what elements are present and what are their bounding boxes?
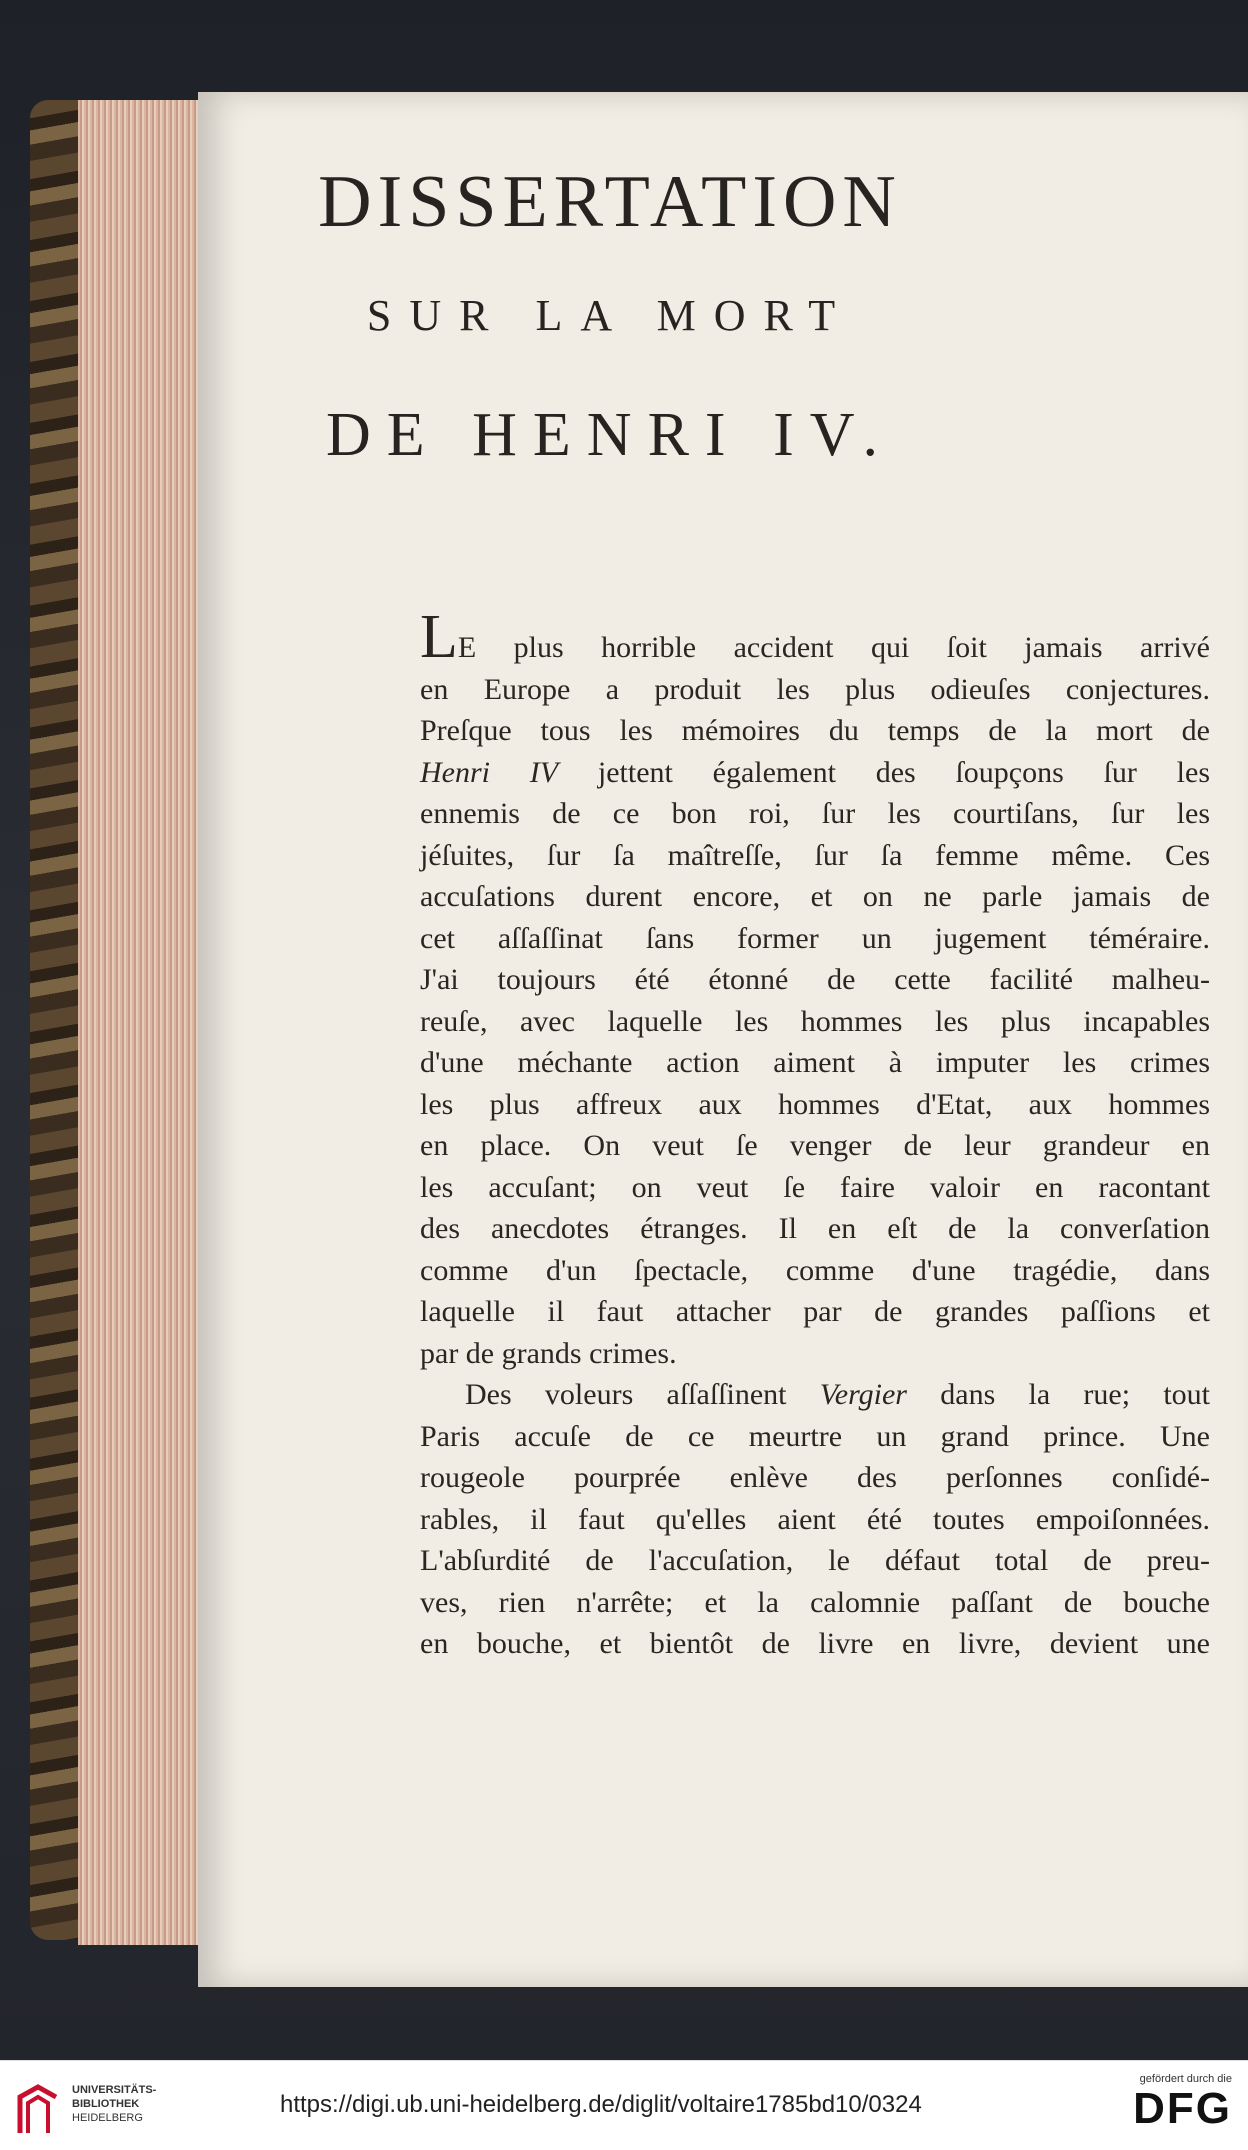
text-line: LE plus horrible accident qui ſoit jamais arrivé [420,603,1210,671]
drop-cap: L [420,603,458,671]
text-line: comme d'un ſpectacle, comme d'une tragédie, dans [420,1253,1210,1287]
page-edges [78,100,206,1945]
title-line-1: DISSERTATION [318,161,902,243]
text-line: J'ai toujours été étonné de cette facilité malheu- [420,963,1210,996]
text-line: ves, rien n'arrête; et la calomnie paſſant de bouche [420,1585,1210,1619]
text-line: par de grands crimes. [420,1336,677,1370]
text-line: d'une méchante action aiment à imputer les crimes [420,1046,1210,1079]
text-line: en Europe a produit les plus odieuſes conjectures. [420,672,1210,706]
italic-name: Henri IV [420,755,559,789]
text-line: Henri IV jettent également des ſoupçons ſur les [420,755,1211,789]
text-line: jéſuites, ſur ſa maîtreſſe, ſur ſa femme même. Ces [420,838,1210,872]
text-line: Paris accuſe de ce meurtre un grand prince. Une [420,1419,1210,1453]
text-line: rougeole pourprée enlève des perſonnes conſidé- [420,1461,1210,1494]
text-line: cet aſſaſſinat ſans former un jugement téméraire. [420,921,1210,955]
text-line: reuſe, avec laquelle les hommes les plus incapables [420,1004,1210,1038]
text-line: L'abſurdité de l'accuſation, le défaut total de preu- [420,1544,1210,1577]
text-line: Preſque tous les mémoires du temps de la mort de [420,714,1210,747]
text-line: accuſations durent encore, et on ne parle jamais de [420,880,1210,913]
institution-name[interactable]: UNIVERSITÄTS- BIBLIOTHEK HEIDELBERG [72,2084,157,2124]
text-line: Des voleurs aſſaſſinent Vergier dans la rue; tout [465,1378,1211,1411]
text-line: les accuſant; on veut ſe faire valoir en racontant [420,1170,1210,1204]
title-line-2: SUR LA MORT [366,291,854,340]
text-line: les plus affreux aux hommes d'Etat, aux hommes [420,1087,1210,1121]
title-line-3: DE HENRI IV. [326,401,894,469]
text-line: ennemis de ce bon roi, ſur les courtiſans, ſur les [420,797,1210,830]
viewer-footer [0,2060,1248,2150]
body-text [420,603,1211,1665]
text-line: rables, il faut qu'elles aient été toutes empoiſonnées. [420,1502,1210,1536]
dfg-logo: DFG [1133,2084,1232,2133]
text-line: en place. On veut ſe venger de leur grandeur en [420,1129,1210,1162]
text-line: des anecdotes étranges. Il en eſt de la converſation [420,1212,1210,1245]
university-logo-icon[interactable] [14,2083,62,2135]
text-line: laquelle il faut attacher par de grandes paſſions et [420,1295,1210,1328]
text-line: en bouche, et bientôt de livre en livre, devient une [420,1627,1210,1660]
sponsor-block[interactable] [1133,2073,1232,2133]
italic-name: Vergier [819,1378,907,1411]
sponsor-label: gefördert durch die [1139,2073,1232,2085]
page-url-link[interactable]: https://digi.ub.uni-heidelberg.de/diglit/voltaire1785bd10/0324 [280,2091,922,2118]
